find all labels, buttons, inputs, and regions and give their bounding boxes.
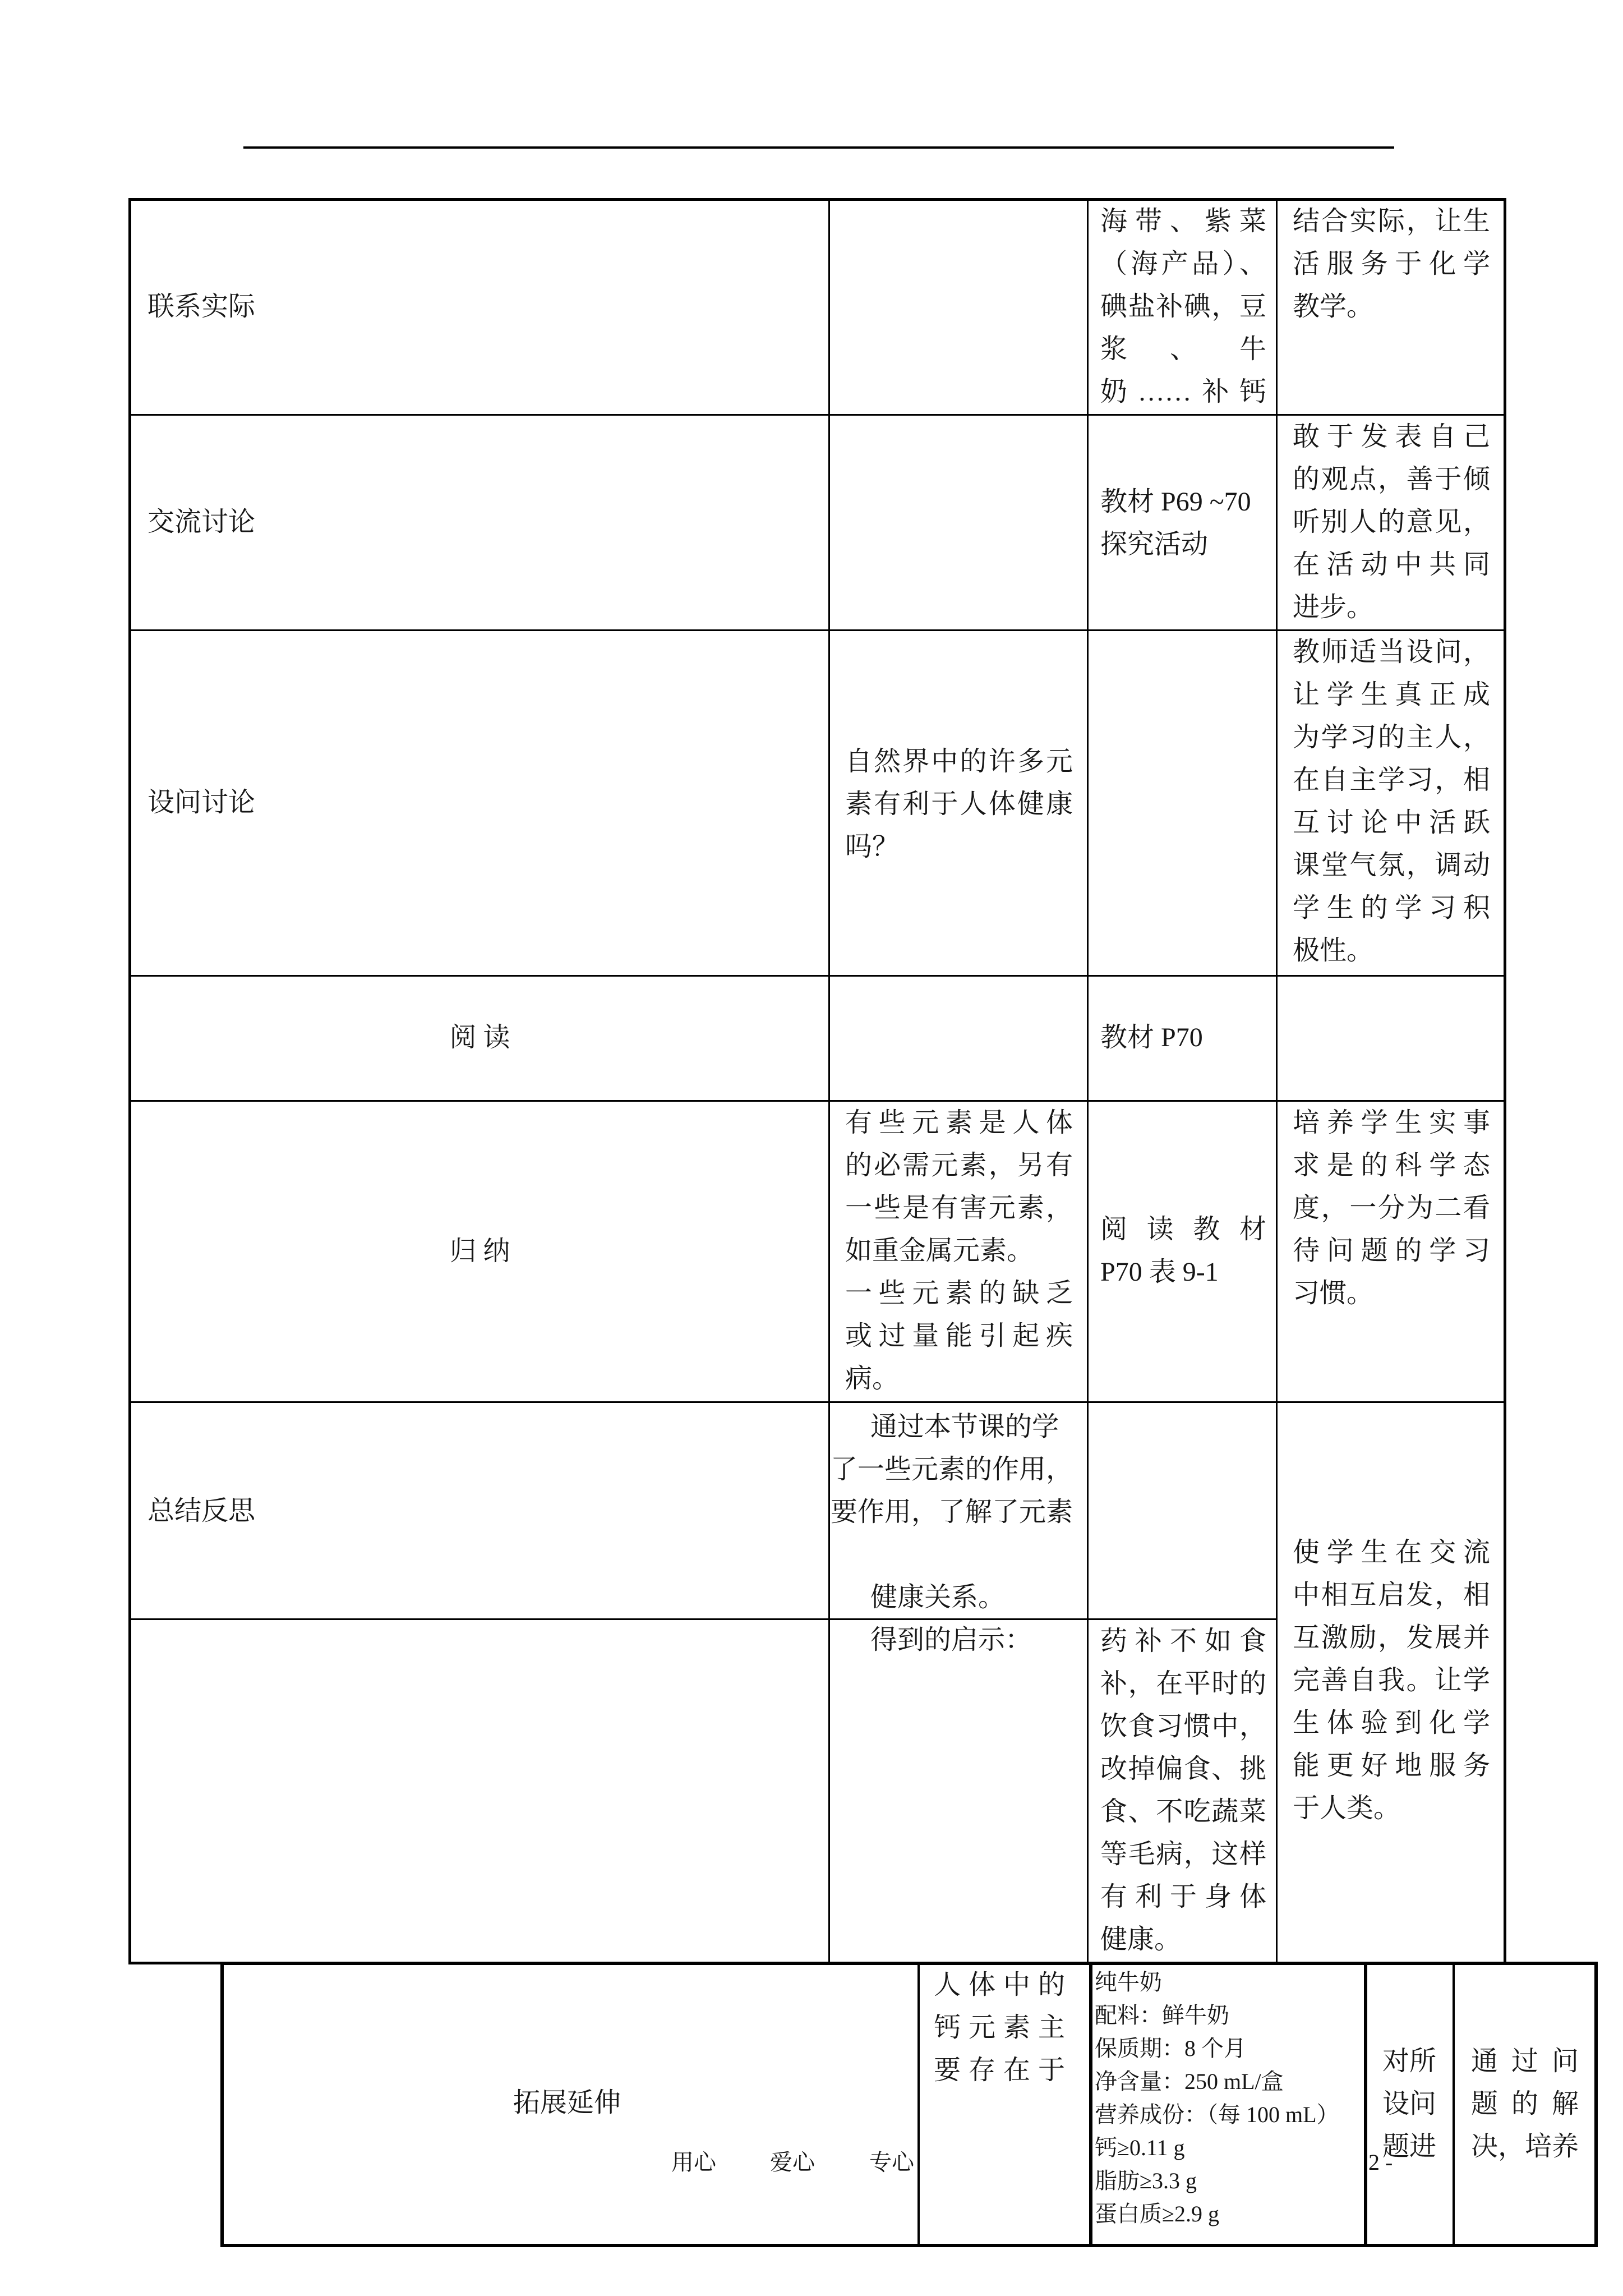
text-line: 为学习的主人， — [1293, 723, 1490, 752]
table-border-left — [128, 198, 131, 1964]
text-line: 浆、牛 — [1100, 334, 1266, 364]
text-line: 教材 P69 ~70 — [1100, 487, 1251, 517]
text-line: 待问题的学习 — [1293, 1236, 1490, 1266]
text-line: 要作用，了解了元素 — [830, 1497, 1073, 1527]
table-border-bottom — [220, 2244, 1598, 2247]
text-line: 生体验到化学 — [1293, 1708, 1490, 1738]
text-line: 药补不如食 — [1100, 1626, 1266, 1656]
text-line: 要存在于 — [934, 2055, 1065, 2085]
table-border-left — [220, 1962, 224, 2247]
text-line: 补，在平时的 — [1100, 1669, 1266, 1699]
intent-cell — [1293, 200, 1490, 328]
text-line: P70 表 9-1 — [1100, 1257, 1219, 1287]
text-line: 如重金属元素。 — [845, 1236, 1034, 1266]
text-line: 有些元素是人体 — [845, 1108, 1073, 1138]
intent-cell — [1471, 2040, 1579, 2168]
label-line: 纯牛奶 — [1095, 1970, 1162, 1995]
text-line: 课堂气氛，调动 — [1293, 850, 1490, 880]
intent-cell — [1293, 1531, 1490, 1830]
text-line: 求是的科学态 — [1293, 1151, 1490, 1180]
materials-cell — [1100, 1208, 1266, 1294]
text-line: 中相互启发，相 — [1293, 1580, 1490, 1610]
text-line: 进步。 — [1293, 592, 1374, 622]
text-line: 在活动中共同 — [1293, 550, 1490, 579]
stage-text: 拓展延伸 — [513, 2088, 621, 2118]
text-line: 阅读教材 — [1100, 1214, 1266, 1244]
milk-product-label — [1095, 1966, 1362, 2230]
table-row-rule — [128, 975, 1506, 977]
table-column-rule — [1364, 1962, 1367, 2247]
intent-cell — [1293, 631, 1490, 972]
stage-label — [147, 1490, 255, 1533]
stage-label — [147, 781, 255, 824]
table-border-right — [1504, 198, 1506, 1964]
label-line: 净含量：250 mL/盒 — [1095, 2069, 1284, 2094]
text-line: 使学生在交流 — [1293, 1538, 1490, 1567]
table-border-top — [220, 1962, 1598, 1965]
footer-motto: 专心 — [869, 2150, 914, 2175]
text-line: 海带、紫菜 — [1100, 206, 1266, 236]
text-line: 饮食习惯中， — [1100, 1711, 1266, 1741]
text-line: 吗？ — [845, 832, 900, 862]
label-line: 钙≥0.11 g — [1095, 2135, 1185, 2160]
text-line: 教材 P70 — [1100, 1023, 1203, 1052]
table-column-rule — [1089, 1962, 1092, 2247]
stage-label — [131, 1230, 828, 1273]
content-cell — [934, 1964, 1065, 2092]
materials-cell — [1100, 1620, 1266, 1961]
footer-motto: 爱心 — [770, 2150, 815, 2175]
text-line: 食、不吃蔬菜 — [1100, 1797, 1266, 1826]
stage-label — [147, 286, 255, 328]
table-column-rule — [917, 1962, 920, 2247]
intent-cell — [1293, 1102, 1490, 1315]
text-line: 题的解 — [1471, 2089, 1579, 2119]
page-number: 2 - — [1368, 2150, 1393, 2175]
text-line: 通过问 — [1471, 2046, 1579, 2076]
stage-text: 联系实际 — [147, 292, 256, 321]
text-line: 健康。 — [1100, 1925, 1182, 1954]
text-line: 改掉偏食、挑 — [1100, 1754, 1266, 1784]
text-line: 了一些元素的作用， — [830, 1455, 1073, 1484]
text-line: 素有利于人体健康 — [845, 789, 1073, 819]
stage-label — [131, 1016, 828, 1059]
text-line: 学生的学习积 — [1293, 893, 1490, 923]
text-line: 完善自我。让学 — [1293, 1665, 1490, 1695]
text-line: 得到的启示： — [870, 1625, 1032, 1655]
content-cell — [830, 1406, 1073, 1619]
label-line: 保质期：8 个月 — [1095, 2036, 1246, 2061]
text-line: 设问 — [1382, 2089, 1437, 2119]
text-line: 教师适当设问， — [1293, 637, 1490, 667]
stage-text: 阅 读 — [449, 1023, 510, 1052]
table-column-rule — [828, 198, 830, 1964]
text-line: 互激励，发展并 — [1293, 1623, 1490, 1653]
text-line: 在自主学习，相 — [1293, 765, 1490, 795]
text-line: 培养学生实事 — [1293, 1108, 1490, 1138]
text-line: （海产品）、 — [1100, 249, 1266, 279]
text-line: 钙元素主 — [934, 2013, 1065, 2042]
text-line: 等毛病，这样 — [1100, 1839, 1266, 1869]
text-line: 结合实际，让生 — [1293, 206, 1490, 236]
text-line: 于人类。 — [1293, 1793, 1401, 1823]
content-cell — [845, 740, 1073, 868]
stage-label — [513, 2082, 621, 2124]
text-line: 的观点，善于倾 — [1293, 464, 1490, 494]
text-line: 度，一分为二看 — [1293, 1193, 1490, 1223]
text-line: 一些是有害元素， — [845, 1193, 1073, 1223]
text-line: 习惯。 — [1293, 1278, 1374, 1308]
content-cell — [870, 1619, 1032, 1662]
blank-line — [830, 1534, 1073, 1576]
text-line: 病。 — [845, 1364, 900, 1393]
text-line: 互讨论中活跃 — [1293, 808, 1490, 838]
stage-text: 总结反思 — [147, 1496, 256, 1526]
text-line: 的必需元素，另有 — [845, 1151, 1073, 1180]
label-line: 脂肪≥3.3 g — [1095, 2168, 1197, 2193]
text-line: 活服务于化学 — [1293, 249, 1490, 279]
text-line: 探究活动 — [1100, 530, 1209, 559]
header-rule — [243, 146, 1394, 149]
text-line: 奶……补钙 — [1100, 377, 1266, 407]
text-line: 通过本节课的学 — [870, 1412, 1059, 1442]
footer-motto: 用心 — [671, 2150, 716, 2175]
method-cell — [1382, 2040, 1436, 2168]
table-border-right — [1594, 1962, 1598, 2247]
table-column-rule — [1453, 1962, 1455, 2247]
text-line: 碘盐补碘，豆 — [1100, 292, 1266, 321]
text-line: 自然界中的许多元 — [845, 747, 1073, 776]
content-cell — [845, 1102, 1073, 1400]
stage-text: 归 纳 — [449, 1236, 510, 1266]
stage-text: 交流讨论 — [147, 507, 256, 537]
text-line: 教学。 — [1293, 292, 1374, 321]
table-row-rule — [128, 1401, 1506, 1403]
text-line: 听别人的意见， — [1293, 507, 1490, 537]
table-column-rule — [1087, 198, 1089, 1964]
text-line: 题进 — [1382, 2132, 1437, 2161]
materials-cell — [1100, 1016, 1266, 1059]
text-line: 一些元素的缺乏 — [845, 1278, 1073, 1308]
label-line: 配料：鲜牛奶 — [1095, 2003, 1229, 2028]
text-line: 有利于身体 — [1100, 1882, 1266, 1912]
text-line: 敢于发表自己 — [1293, 422, 1490, 452]
materials-cell — [1100, 200, 1266, 413]
text-line: 让学生真正成 — [1293, 680, 1490, 710]
text-line: 能更好地服务 — [1293, 1751, 1490, 1780]
text-line: 人体中的 — [934, 1970, 1065, 2000]
intent-cell — [1293, 416, 1490, 629]
text-line: 对所 — [1382, 2046, 1437, 2076]
label-line: 营养成份：（每 100 mL） — [1095, 2102, 1339, 2127]
table-column-rule — [1276, 198, 1278, 1964]
text-line: 健康关系。 — [870, 1582, 1006, 1612]
text-line: 极性。 — [1293, 936, 1374, 965]
stage-label — [147, 501, 255, 544]
text-line: 或过量能引起疾 — [845, 1321, 1073, 1351]
materials-cell — [1100, 481, 1266, 566]
stage-text: 设问讨论 — [147, 788, 256, 817]
text-line: 决，培养 — [1471, 2132, 1579, 2161]
label-line: 蛋白质≥2.9 g — [1095, 2201, 1219, 2226]
